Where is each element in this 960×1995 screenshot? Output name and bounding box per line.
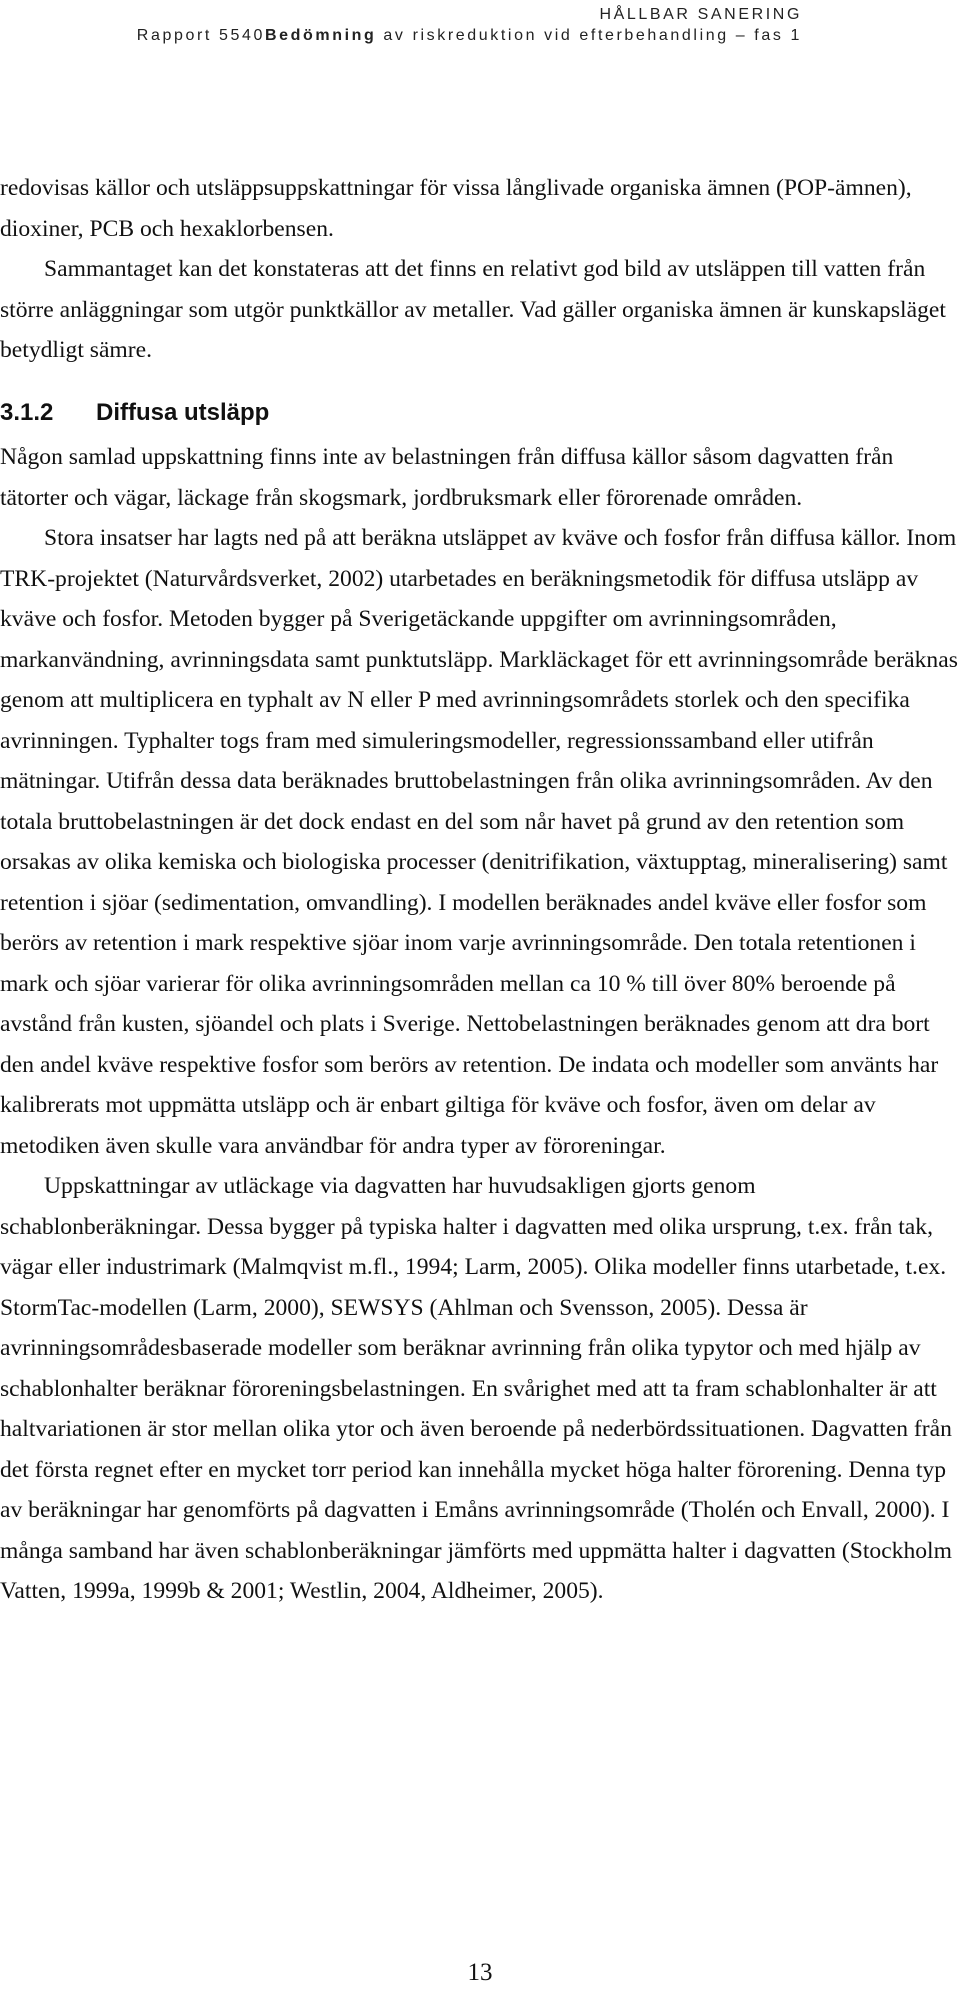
section-number: 3.1.2 [0,399,54,426]
paragraph: redovisas källor och utsläppsuppskattningar för vissa långlivade organiska ämnen (POP-ämnen), dioxiner, PCB och hexaklorbensen. [0,175,912,242]
header-report-title: av riskreduktion vid efterbehandling – fas 1 [376,27,802,44]
paragraph: Någon samlad uppskattning finns inte av belastningen från diffusa källor såsom dagvatten från tätorter och vägar, läckage från skogsmark, jordbruksmark eller förorenade områden. [0,444,894,511]
paragraph: Stora insatser har lagts ned på att beräkna utsläppet av kväve och fosfor från diffusa källor. Inom TRK-projektet (Naturvårdsverket, 2002) utarbetades en beräkningsmetodik för diffusa utsläpp av kväve och fosfor. Metoden bygger på Sverigetäckande uppgifter om avrinningsområden, markanvändning, avrinningsdata samt punktutsläpp. Markläckaget för ett avrinningsområde beräknas genom att multiplicera en typhalt av N eller P med avrinningsområdets storlek och den specifika avrinningen. Typhalter togs fram med simuleringsmodeller, regressionssamband eller utifrån mätningar. Utifrån dessa data beräknades bruttobelastningen från olika avrinningsområden. Av den totala bruttobelastningen är det dock endast en del som når havet på grund av den retention som orsakas av olika kemiska och biologiska processer (denitrifikation, växtupptag, mineralisering) samt retention i sjöar (sedimentation, omvandling). I modellen beräknades andel kväve eller fosfor som berörs av retention i mark respektive sjöar inom varje avrinningsområde. Den totala retentionen i mark och sjöar varierar för olika avrinningsområden mellan ca 10 % till över 80% beroende på avstånd från kusten, sjöandel och plats i Sverige. Nettobelastningen beräknades genom att dra bort den andel kväve respektive fosfor som berörs av retention. De indata och modeller som använts har kalibrerats mot uppmätta utsläpp och är enbart giltiga för kväve och fosfor, även om delar av metodiken även skulle vara användbar för andra typer av föroreningar. [0,525,958,1159]
paragraph: Sammantaget kan det konstateras att det finns en relativt god bild av utsläppen till vatten från större anläggningar som utgör punktkällor av metaller. Vad gäller organiska ämnen är kunskapsläget betydligt sämre. [0,256,946,363]
header-report-line [137,25,802,46]
section-title: Diffusa utsläpp [96,399,270,426]
running-header [137,4,802,46]
paragraph: Uppskattningar av utläckage via dagvatten har huvudsakligen gjorts genom schablonberäkningar. Dessa bygger på typiska halter i dagvatten med olika ursprung, t.ex. från tak, vägar eller industrimark (Malmqvist m.fl., 1994; Larm, 2005). Olika modeller finns utarbetade, t.ex. StormTac-modellen (Larm, 2000), SEWSYS (Ahlman och Svensson, 2005). Dessa är avrinningsområdesbaserade modeller som beräknar avrinning från olika typytor och med hjälp av schablonhalter beräknar föroreningsbelastningen. En svårighet med att ta fram schablonhalter är att haltvariationen är stor mellan olika ytor och även beroende på nederbördssituationen. Dagvatten från det första regnet efter en mycket torr period kan innehålla mycket höga halter förorening. Denna typ av beräkningar har genomförts på dagvatten i Emåns avrinningsområde (Tholén och Envall, 2000). I många samband har även schablonberäkningar jämförts med uppmätta halter i dagvatten (Stockholm Vatten, 1999a, 1999b & 2001; Westlin, 2004, Aldheimer, 2005). [0,1173,952,1604]
section-body [0,437,958,1612]
header-title: HÅLLBAR SANERING [599,6,802,23]
page-number: 13 [467,1959,493,1986]
intro-text [0,168,958,371]
header-report-strong: Bedömning [264,27,377,44]
section-heading [0,398,269,428]
header-report-number: Rapport 5540 [136,27,265,44]
